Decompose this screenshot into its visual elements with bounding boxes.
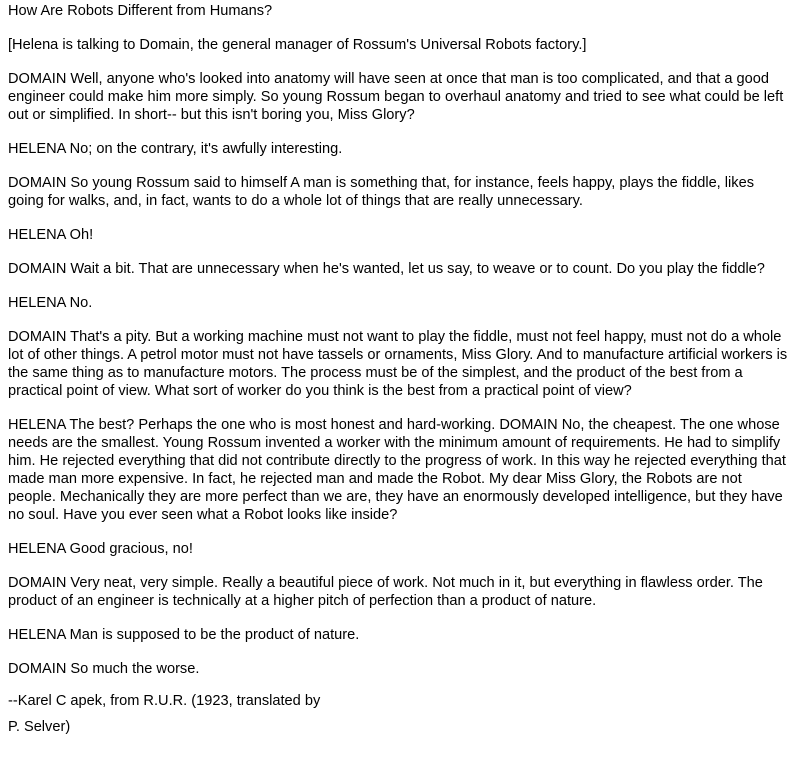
dialogue-paragraph: DOMAIN Very neat, very simple. Really a beautiful piece of work. Not much in it, but everything in flawless order. The product of an engineer is technically at a higher pitch of perfection than a product of nature. [8,575,763,609]
dialogue-paragraph: HELENA The best? Perhaps the one who is most honest and hard-working. DOMAIN No, the cheapest. The one whose needs are the smallest. Young Rossum invented a worker with the minimum amount of requirements. He had to simplify him. He rejected everything that did not contribute directly to the progress of work. In this way he rejected everything that made man more expensive. In fact, he rejected man and made the Robot. My dear Miss Glory, the Robots are not people. Mechanically they are more perfect than we are, they have an enormously developed intelligence, but they have no soul. Have you ever seen what a Robot looks like inside? [8,417,786,523]
document-body [8,0,796,736]
document-title: How Are Robots Different from Humans? [8,3,273,19]
citation-line: --Karel C apek, from R.U.R. (1923, translated by [8,693,321,709]
dialogue-paragraph: DOMAIN So young Rossum said to himself A man is something that, for instance, feels happy, plays the fiddle, likes going for walks, and, in fact, wants to do a whole lot of things that are really unnecessary. [8,175,754,209]
dialogue-paragraph: HELENA No. [8,295,93,311]
dialogue-paragraph: HELENA Man is supposed to be the product of nature. [8,627,360,643]
dialogue-paragraph: DOMAIN Well, anyone who's looked into anatomy will have seen at once that man is too complicated, and that a good engineer could make him more simply. So young Rossum began to overhaul anatomy and tried to see what could be left out or simplified. In short-- but this isn't boring you, Miss Glory? [8,71,784,123]
citation-line: P. Selver) [8,719,71,735]
dialogue-paragraph: DOMAIN That's a pity. But a working machine must not want to play the fiddle, must not feel happy, must not do a whole lot of other things. A petrol motor must not have tassels or ornaments, Miss Glory. And to manufacture artificial workers is the same thing as to manufacture motors. The process must be of the simplest, and the product of the best from a practical point of view. What sort of worker do you think is the best from a practical point of view? [8,329,788,399]
dialogue-paragraph: HELENA Good gracious, no! [8,541,193,557]
dialogue-paragraph: DOMAIN So much the worse. [8,661,200,677]
stage-direction: [Helena is talking to Domain, the general manager of Rossum's Universal Robots factory.] [8,37,587,53]
dialogue-paragraph: HELENA Oh! [8,227,94,243]
dialogue-paragraph: DOMAIN Wait a bit. That are unnecessary when he's wanted, let us say, to weave or to count. Do you play the fiddle? [8,261,765,277]
dialogue-paragraph: HELENA No; on the contrary, it's awfully interesting. [8,141,343,157]
